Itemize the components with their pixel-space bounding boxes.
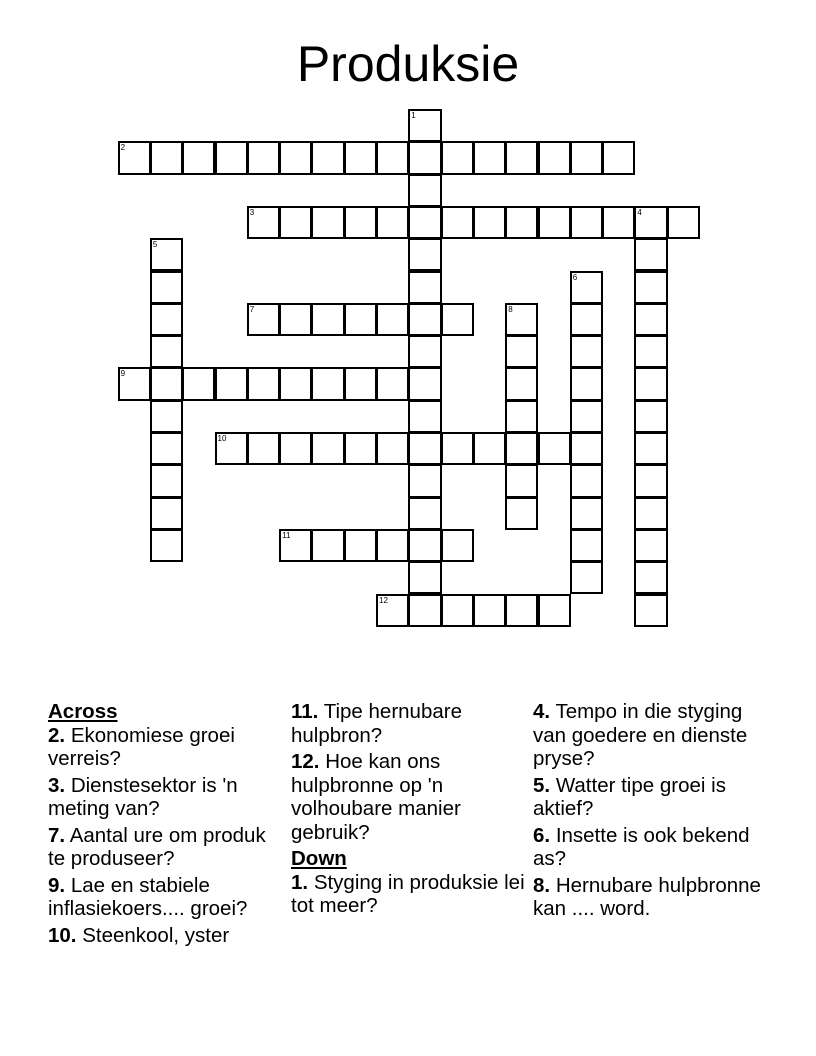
grid-cell[interactable] [441,141,474,174]
grid-cell[interactable] [634,561,667,594]
grid-cell[interactable] [279,206,312,239]
clues-column-2 [291,700,531,921]
grid-cell[interactable] [182,141,215,174]
grid-cell[interactable] [634,206,667,239]
clue-number: 7. [48,823,66,847]
grid-cell[interactable] [247,432,280,465]
grid-cell[interactable] [538,206,571,239]
grid-cell[interactable] [150,400,183,433]
clue-number: 3. [48,773,66,797]
clue-number: 9. [48,873,66,897]
cell-number: 5 [152,240,158,250]
grid-cell[interactable] [376,367,409,400]
grid-cell[interactable] [150,238,183,271]
cell-number: 10 [217,434,227,443]
cell-number: 4 [637,207,642,217]
grid-cell[interactable] [441,432,474,465]
grid-cell[interactable] [505,206,538,239]
grid-cell[interactable] [118,141,151,174]
clue-text: Tempo in die styging van goedere en dienste pryse? [533,700,748,770]
grid-cell[interactable] [634,271,667,304]
grid-cell[interactable] [150,303,183,336]
grid-cell[interactable] [311,432,344,465]
grid-cell[interactable] [538,594,571,627]
grid-cell[interactable] [215,141,248,174]
clue-number: 6. [533,823,551,847]
grid-cell[interactable] [570,464,603,497]
grid-cell[interactable] [408,432,441,465]
clue-text: Tipe hernubare hulpbron? [291,700,462,747]
clue-number: 10. [48,923,77,947]
grid-cell[interactable] [570,271,603,304]
grid-cell[interactable] [408,109,441,142]
clue-text: Ekonomiese groei verreis? [48,723,235,770]
cell-number: 9 [120,369,126,379]
grid-cell[interactable] [279,141,312,174]
grid-cell[interactable] [150,141,183,174]
grid-cell[interactable] [570,335,603,368]
grid-cell[interactable] [215,432,248,465]
grid-cell[interactable] [602,141,635,174]
cell-number: 6 [572,272,578,282]
clue-number: 1. [291,870,309,894]
grid-cell[interactable] [311,206,344,239]
grid-cell[interactable] [570,561,603,594]
grid-cell[interactable] [344,367,377,400]
grid-cell[interactable] [247,303,280,336]
grid-cell[interactable] [634,594,667,627]
grid-cell[interactable] [150,464,183,497]
clue-across-9 [48,874,288,921]
grid-cell[interactable] [408,238,441,271]
grid-cell[interactable] [279,529,312,562]
clue-text: Hoe kan ons hulpbronne op 'n volhoubare manier gebruik? [291,750,461,844]
grid-cell[interactable] [376,594,409,627]
grid-cell[interactable] [505,594,538,627]
grid-cell[interactable] [441,303,474,336]
grid-cell[interactable] [344,206,377,239]
cell-number: 1 [411,111,416,120]
clue-text: Aantal ure om produk te produseer? [48,823,266,870]
clue-text: Dienstesektor is 'n meting van? [48,773,238,820]
down-heading: Down [291,847,347,870]
grid-cell[interactable] [473,206,506,239]
grid-cell[interactable] [634,529,667,562]
clue-number: 5. [533,773,551,797]
grid-cell[interactable] [344,529,377,562]
cell-number: 12 [379,595,388,605]
grid-cell[interactable] [505,141,538,174]
grid-cell[interactable] [150,497,183,530]
grid-cell[interactable] [408,594,441,627]
grid-cell[interactable] [247,141,280,174]
clue-down-5 [533,774,773,821]
grid-cell[interactable] [408,303,441,336]
grid-cell[interactable] [279,432,312,465]
clue-across-10 [48,924,288,948]
clue-text: Styging in produksie lei tot meer? [291,870,525,917]
grid-cell[interactable] [408,400,441,433]
grid-cell[interactable] [247,206,280,239]
grid-cell[interactable] [538,432,571,465]
grid-cell[interactable] [182,367,215,400]
grid-cell[interactable] [150,432,183,465]
grid-cell[interactable] [311,141,344,174]
grid-cell[interactable] [118,367,151,400]
clue-text: Watter tipe groei is aktief? [533,773,726,820]
clue-across-2 [48,724,288,771]
grid-cell[interactable] [570,400,603,433]
grid-cell[interactable] [505,432,538,465]
cell-number: 7 [249,304,255,314]
grid-cell[interactable] [505,497,538,530]
clues-column-3 [533,700,773,924]
grid-cell[interactable] [473,432,506,465]
clue-across-12 [291,750,531,844]
grid-cell[interactable] [344,141,377,174]
clue-number: 4. [533,700,551,723]
grid-cell[interactable] [376,141,409,174]
cell-number: 11 [282,530,291,540]
grid-cell[interactable] [150,271,183,304]
clue-across-7 [48,824,288,871]
grid-cell[interactable] [634,303,667,336]
grid-cell[interactable] [408,335,441,368]
grid-cell[interactable] [150,335,183,368]
grid-cell[interactable] [376,303,409,336]
grid-cell[interactable] [602,206,635,239]
grid-cell[interactable] [634,238,667,271]
grid-cell[interactable] [570,497,603,530]
clue-text: Hernubare hulpbronne kan .... word. [533,873,761,920]
grid-cell[interactable] [570,529,603,562]
grid-cell[interactable] [634,464,667,497]
grid-cell[interactable] [408,464,441,497]
grid-cell[interactable] [634,497,667,530]
grid-cell[interactable] [408,206,441,239]
grid-cell[interactable] [344,432,377,465]
cell-number: 3 [249,207,255,217]
grid-cell[interactable] [279,303,312,336]
grid-cell[interactable] [473,594,506,627]
grid-cell[interactable] [505,303,538,336]
grid-cell[interactable] [570,303,603,336]
clue-number: 12. [291,750,320,773]
grid-cell[interactable] [667,206,700,239]
clue-number: 8. [533,873,551,897]
grid-cell[interactable] [150,529,183,562]
grid-cell[interactable] [505,464,538,497]
clue-number: 11. [291,700,319,723]
grid-cell[interactable] [634,432,667,465]
grid-cell[interactable] [279,367,312,400]
grid-cell[interactable] [538,141,571,174]
grid-cell[interactable] [311,529,344,562]
grid-cell[interactable] [441,529,474,562]
grid-cell[interactable] [408,561,441,594]
clue-across-3 [48,774,288,821]
grid-cell[interactable] [441,594,474,627]
clue-down-1 [291,871,531,918]
cell-number: 2 [120,143,126,153]
grid-cell[interactable] [505,335,538,368]
clue-number: 2. [48,723,66,747]
clue-across-11 [291,700,531,747]
grid-cell[interactable] [634,335,667,368]
grid-cell[interactable] [441,206,474,239]
across-heading: Across [48,700,118,723]
grid-cell[interactable] [311,367,344,400]
grid-cell[interactable] [247,367,280,400]
grid-cell[interactable] [150,367,183,400]
grid-cell[interactable] [311,303,344,336]
clue-text: Lae en stabiele inflasiekoers.... groei? [48,873,248,920]
grid-cell[interactable] [570,432,603,465]
clues-column-1 [48,700,288,950]
grid-cell[interactable] [473,141,506,174]
puzzle-title: Produksie [296,36,520,92]
grid-cell[interactable] [344,303,377,336]
grid-cell[interactable] [634,367,667,400]
clue-down-8 [533,874,773,921]
cell-number: 8 [508,304,513,314]
clue-text: Steenkool, yster [82,923,230,947]
clue-down-4 [533,700,773,771]
grid-cell[interactable] [376,529,409,562]
grid-cell[interactable] [376,206,409,239]
grid-cell[interactable] [570,141,603,174]
grid-cell[interactable] [570,206,603,239]
grid-cell[interactable] [408,367,441,400]
grid-cell[interactable] [505,400,538,433]
grid-cell[interactable] [634,400,667,433]
grid-cell[interactable] [408,141,441,174]
clue-down-6 [533,824,773,871]
grid-cell[interactable] [505,367,538,400]
clue-text: Insette is ook bekend as? [533,823,750,870]
grid-cell[interactable] [408,271,441,304]
grid-cell[interactable] [376,432,409,465]
grid-cell[interactable] [408,497,441,530]
grid-cell[interactable] [408,174,441,207]
grid-cell[interactable] [408,529,441,562]
grid-cell[interactable] [215,367,248,400]
grid-cell[interactable] [570,367,603,400]
